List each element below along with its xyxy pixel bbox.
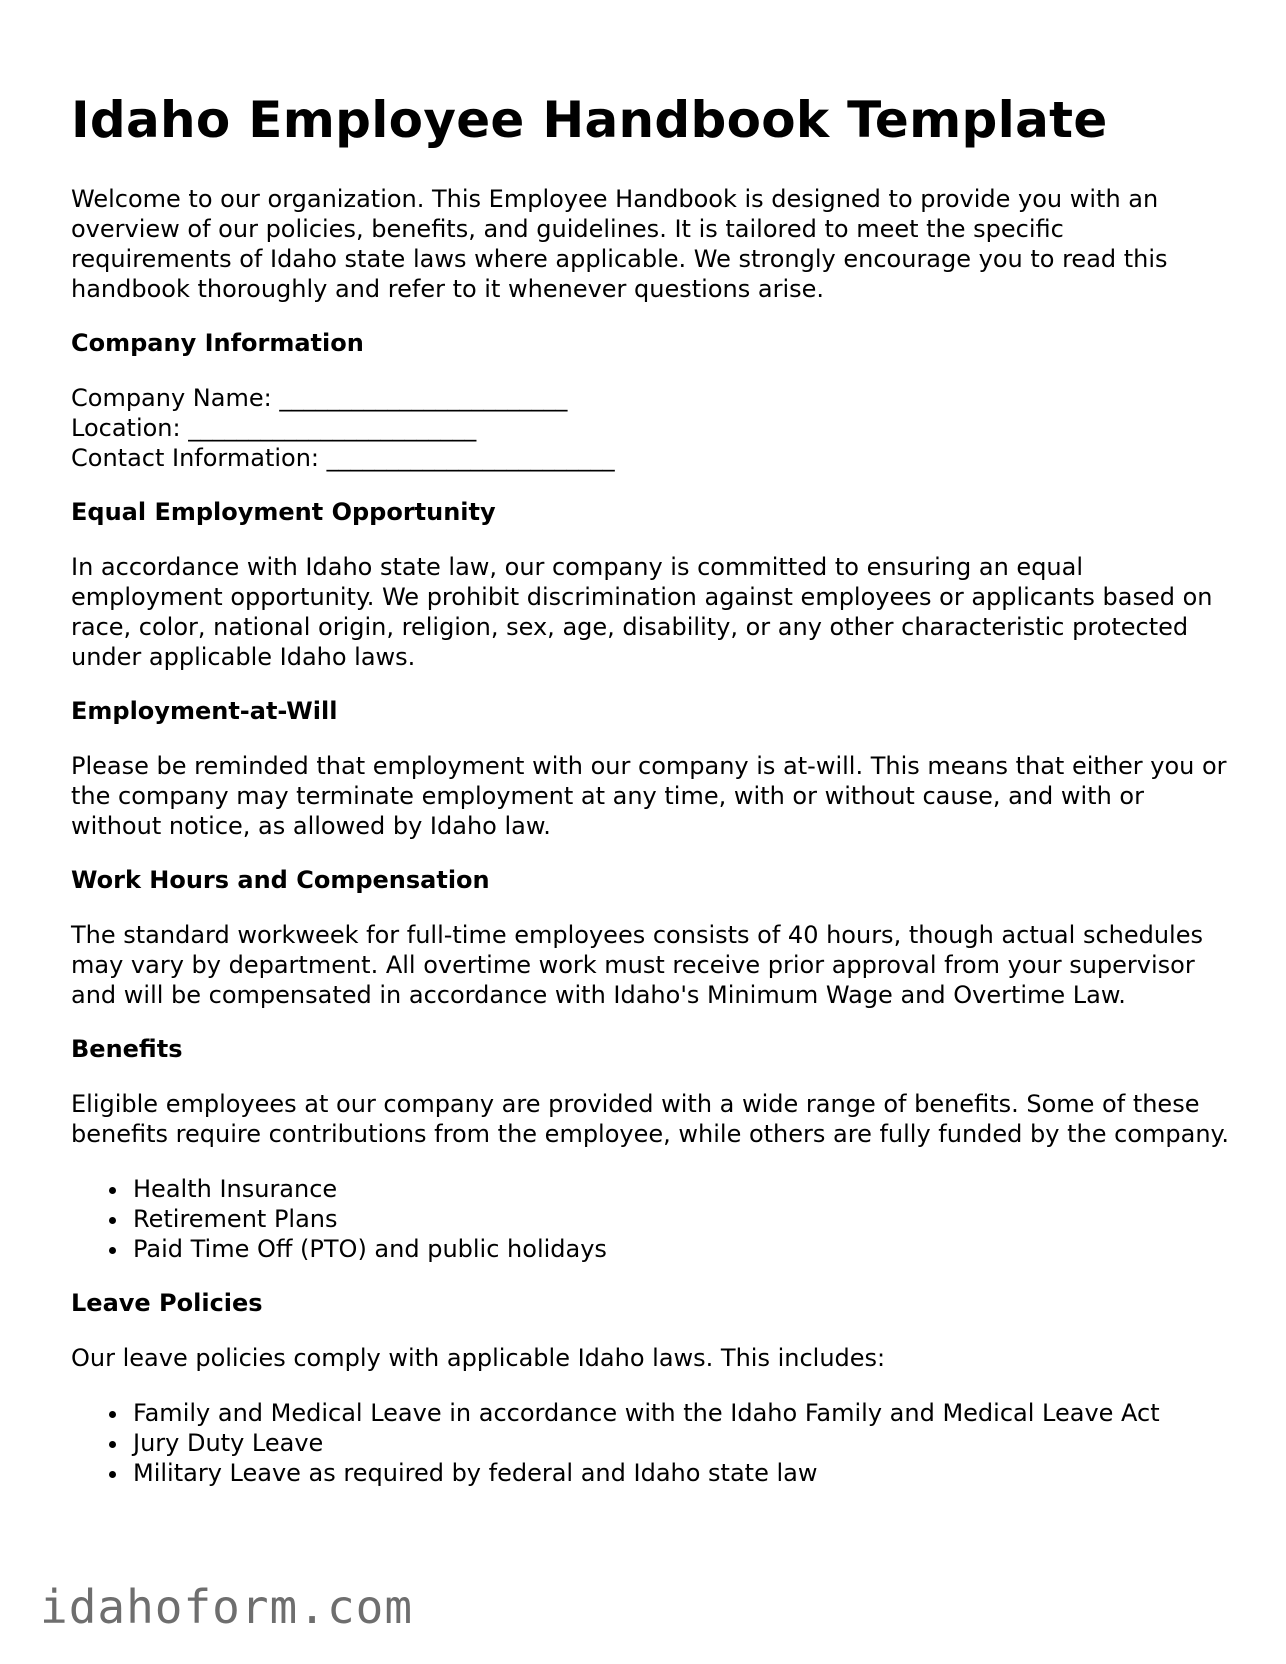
intro-paragraph: Welcome to our organization. This Employee Handbook is designed to provide you with an overview of our policies, benefits, and guidelines. It is tailored to meet the specific requirements of Idaho state laws where applicable. We strongly encourage you to read this handbook thoroughly and refer to it whenever questions arise. (71, 185, 1168, 303)
leave-heading: Leave Policies (71, 1289, 263, 1317)
document-page (71, 84, 1231, 1488)
list-item: Family and Medical Leave in accordance with the Idaho Family and Medical Leave Act (133, 1398, 1231, 1428)
contact-info-field[interactable]: Contact Information: ________________________ (71, 444, 615, 472)
eeo-paragraph: In accordance with Idaho state law, our company is committed to ensuring an equal employment opportunity. We prohibit discrimination against employees or applicants based on race, color, national origin, religion, sex, age, disability, or any other characteristic protected under applicable Idaho laws. (71, 553, 1213, 671)
company-info-heading: Company Information (71, 329, 364, 357)
location-field[interactable]: Location: ________________________ (71, 414, 477, 442)
list-item: Paid Time Off (PTO) and public holidays (133, 1234, 1231, 1264)
company-name-field[interactable]: Company Name: ________________________ (71, 384, 568, 412)
benefits-list (71, 1174, 1231, 1264)
company-info-fields (71, 383, 1231, 473)
page-title: Idaho Employee Handbook Template (71, 91, 1108, 149)
at-will-paragraph: Please be reminded that employment with our company is at-will. This means that either you or the company may terminate employment at any time, with or without cause, and with or without notice, as allowed by Idaho law. (71, 752, 1227, 840)
hours-paragraph: The standard workweek for full-time employees consists of 40 hours, though actual schedules may vary by department. All overtime work must receive prior approval from your supervisor and will be compensated in accordance with Idaho's Minimum Wage and Overtime Law. (71, 921, 1203, 1009)
list-item: Jury Duty Leave (133, 1428, 1231, 1458)
list-item: Military Leave as required by federal and Idaho state law (133, 1458, 1231, 1488)
leave-list (71, 1398, 1231, 1488)
at-will-heading: Employment-at-Will (71, 697, 338, 725)
leave-paragraph: Our leave policies comply with applicable Idaho laws. This includes: (71, 1344, 886, 1372)
list-item: Health Insurance (133, 1174, 1231, 1204)
benefits-paragraph: Eligible employees at our company are provided with a wide range of benefits. Some of these benefits require contributions from the employee, while others are fully funded by the company. (71, 1090, 1229, 1148)
eeo-heading: Equal Employment Opportunity (71, 498, 496, 526)
watermark: idahoform.com (40, 1580, 414, 1634)
list-item: Retirement Plans (133, 1204, 1231, 1234)
benefits-heading: Benefits (71, 1035, 183, 1063)
hours-heading: Work Hours and Compensation (71, 866, 490, 894)
